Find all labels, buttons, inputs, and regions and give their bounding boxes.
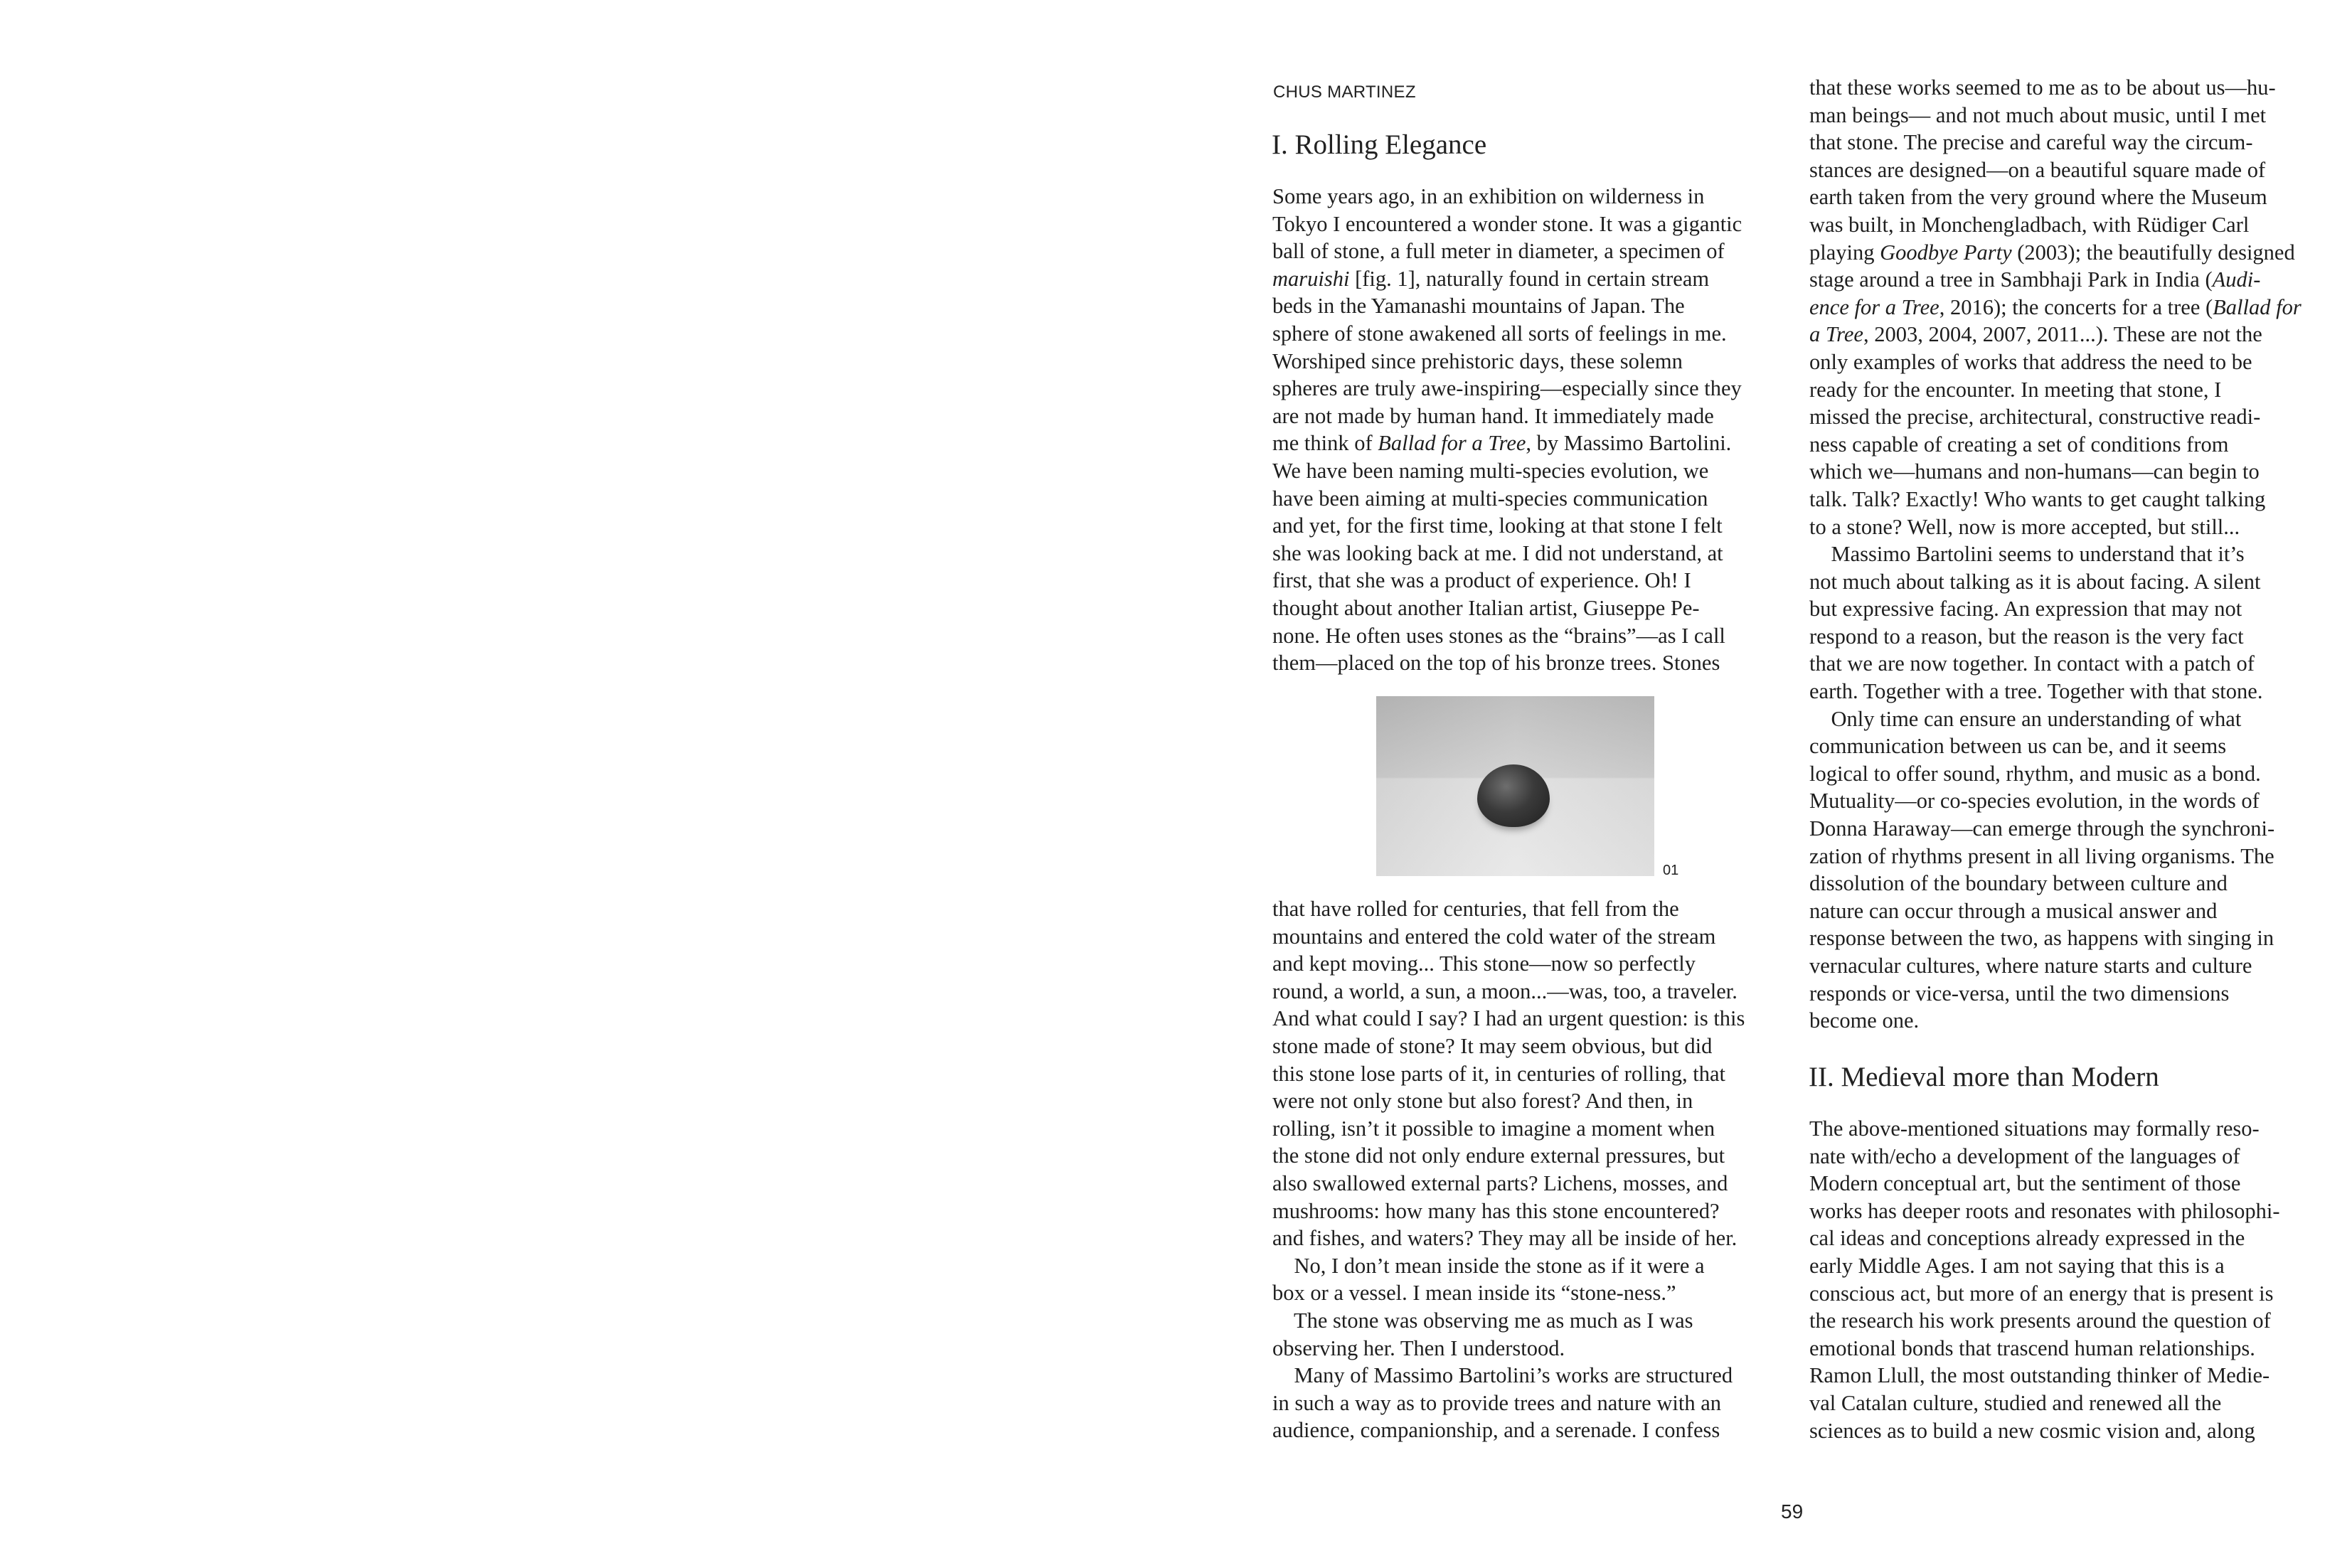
text-line: which we—humans and non-humans—can begin to: [1809, 459, 2260, 484]
text-line: communication between us can be, and it seems: [1809, 734, 2227, 759]
text-line: Modern conceptual art, but the sentiment of those: [1809, 1171, 2241, 1196]
text-line: earth. Together with a tree. Together with that stone.: [1809, 679, 2263, 704]
text-line: Mutuality—or co-species evolution, in the words of: [1809, 789, 2260, 814]
text-line: Only time can ensure an understanding of what: [1809, 706, 2242, 731]
text-line: thought about another Italian artist, Giuseppe Pe-: [1272, 595, 1700, 620]
stone-icon: [1477, 764, 1550, 827]
text-line: have been aiming at multi-species communication: [1272, 486, 1708, 511]
text-line: and fishes, and waters? They may all be inside of her.: [1272, 1226, 1738, 1251]
text-line: none. He often uses stones as the “brains”—as I call: [1272, 623, 1725, 648]
text-line: not much about talking as it is about facing. A silent: [1809, 569, 2261, 594]
text-line: that these works seemed to me as to be about us—hu-: [1809, 75, 2276, 100]
text-line: sphere of stone awakened all sorts of feelings in me.: [1272, 321, 1727, 346]
text-line: stone made of stone? It may seem obvious, but did: [1272, 1033, 1713, 1058]
text-line: zation of rhythms present in all living organisms. The: [1809, 843, 2274, 868]
text-line: stances are designed—on a beautiful square made of: [1809, 157, 2266, 182]
text-line: them—placed on the top of his bronze trees. Stones: [1272, 651, 1720, 676]
text-line: conscious act, but more of an energy that is present is: [1809, 1281, 2274, 1306]
page-number: 59: [1781, 1500, 1804, 1522]
text-line: cal ideas and conceptions already expressed in the: [1809, 1226, 2245, 1251]
italic-title: Goodbye Party: [1880, 240, 2012, 265]
text-line: audience, companionship, and a serenade. I confess: [1272, 1418, 1720, 1443]
text-segment: , 2003, 2004, 2007, 2011...). These are not the: [1863, 322, 2262, 347]
text-line: first, that she was a product of experience. Oh! I: [1272, 568, 1691, 593]
text-line: talk. Talk? Exactly! Who wants to get caught talking: [1809, 486, 2266, 511]
italic-title: Ballad for: [2213, 294, 2302, 319]
author-name: CHUS MARTINEZ: [1273, 82, 1416, 102]
text-line: vernacular cultures, where nature starts and culture: [1809, 954, 2252, 978]
text-line: The stone was observing me as much as I was: [1272, 1308, 1693, 1333]
text-line: The above-mentioned situations may formally reso-: [1809, 1116, 2260, 1141]
text-line: missed the precise, architectural, constructive readi-: [1809, 405, 2261, 430]
text-line: in such a way as to provide trees and nature with an: [1272, 1390, 1721, 1415]
text-line: No, I don’t mean inside the stone as if it were a: [1272, 1253, 1705, 1278]
text-line: become one.: [1809, 1008, 1920, 1033]
text-line: sciences as to build a new cosmic vision and, along: [1809, 1418, 2255, 1443]
text-line: nature can occur through a musical answer and: [1809, 898, 2218, 923]
text-segment: playing: [1809, 240, 1880, 265]
figure-stone-photo: [1376, 696, 1654, 876]
text-line: man beings— and not much about music, until I met: [1809, 102, 2267, 127]
text-line: ness capable of creating a set of conditions from: [1809, 432, 2229, 457]
text-line: that stone. The precise and careful way the circum-: [1809, 130, 2253, 155]
text-line: works has deeper roots and resonates with philosophi-: [1809, 1198, 2280, 1223]
text-line: And what could I say? I had an urgent question: is this: [1272, 1006, 1745, 1031]
text-line: [1809, 239, 2302, 267]
text-line: logical to offer sound, rhythm, and music as a bond.: [1809, 761, 2261, 786]
text-line: the research his work presents around the question of: [1809, 1308, 2271, 1333]
text-segment: [fig. 1], naturally found in certain stream: [1349, 266, 1710, 291]
text-line: but expressive facing. An expression that may not: [1809, 597, 2242, 622]
text-line: round, a world, a sun, a moon...—was, too, a traveler.: [1272, 978, 1738, 1003]
section-heading-rolling-elegance: I. Rolling Elegance: [1272, 129, 1487, 160]
text-line: Worshiped since prehistoric days, these solemn: [1272, 348, 1683, 373]
text-line: val Catalan culture, studied and renewed all the: [1809, 1390, 2222, 1415]
text-line: early Middle Ages. I am not saying that this is a: [1809, 1253, 2225, 1278]
text-line: Ramon Llull, the most outstanding thinker of Medie-: [1809, 1363, 2270, 1388]
text-line: Some years ago, in an exhibition on wilderness in: [1272, 184, 1705, 208]
text-line: mushrooms: how many has this stone encountered?: [1272, 1198, 1720, 1223]
body-text-left-top: [1272, 183, 1742, 677]
text-line: rolling, isn’t it possible to imagine a moment when: [1272, 1116, 1715, 1141]
text-line: observing her. Then I understood.: [1272, 1335, 1565, 1360]
text-line: Many of Massimo Bartolini’s works are structured: [1272, 1363, 1733, 1388]
text-line: spheres are truly awe-inspiring—especially since they: [1272, 376, 1742, 401]
text-line: that we are now together. In contact with a patch of: [1809, 651, 2255, 676]
text-line: dissolution of the boundary between culture and: [1809, 871, 2228, 896]
italic-title: Ballad for a Tree: [1378, 431, 1526, 456]
italic-title: maruishi: [1272, 266, 1350, 291]
text-line: mountains and entered the cold water of the stream: [1272, 924, 1716, 949]
text-line: We have been naming multi-species evolution, we: [1272, 458, 1709, 483]
text-line: [1809, 321, 2302, 348]
text-line: [1272, 430, 1742, 457]
body-text-left-bottom: [1272, 895, 1745, 1444]
text-line: responds or vice-versa, until the two dimensions: [1809, 981, 2230, 1006]
section-heading-medieval: II. Medieval more than Modern: [1809, 1062, 2159, 1092]
text-line: also swallowed external parts? Lichens, mosses, and: [1272, 1170, 1728, 1195]
text-line: box or a vessel. I mean inside its “stone-ness.”: [1272, 1281, 1676, 1306]
text-line: Tokyo I encountered a wonder stone. It was a gigantic: [1272, 211, 1742, 236]
italic-title: a Tree: [1809, 322, 1863, 347]
text-line: and kept moving... This stone—now so perfectly: [1272, 951, 1696, 976]
text-line: [1809, 294, 2302, 321]
text-line: are not made by human hand. It immediately made: [1272, 403, 1714, 428]
text-line: response between the two, as happens with singing in: [1809, 926, 2274, 951]
body-text-right-top: [1809, 74, 2302, 1035]
text-line: that have rolled for centuries, that fell from the: [1272, 897, 1679, 921]
body-text-right-bottom: [1809, 1115, 2280, 1444]
text-line: this stone lose parts of it, in centuries of rolling, that: [1272, 1061, 1726, 1086]
text-line: she was looking back at me. I did not understand, at: [1272, 540, 1723, 565]
text-segment: (2003); the beautifully designed: [2011, 240, 2295, 265]
text-line: [1272, 265, 1742, 293]
text-line: ball of stone, a full meter in diameter, a specimen of: [1272, 239, 1725, 264]
text-segment: me think of: [1272, 431, 1378, 456]
italic-title: Audi-: [2212, 267, 2261, 292]
text-line: was built, in Monchengladbach, with Rüdiger Carl: [1809, 212, 2250, 237]
text-line: respond to a reason, but the reason is the very fact: [1809, 624, 2244, 649]
text-line: [1809, 266, 2302, 294]
text-line: only examples of works that address the need to be: [1809, 349, 2252, 374]
text-line: ready for the encounter. In meeting that stone, I: [1809, 377, 2222, 402]
text-line: Massimo Bartolini seems to understand that it’s: [1809, 542, 2245, 567]
text-line: to a stone? Well, now is more accepted, but still...: [1809, 514, 2240, 539]
figure-number: 01: [1663, 863, 1679, 878]
text-line: beds in the Yamanashi mountains of Japan. The: [1272, 294, 1685, 319]
text-line: nate with/echo a development of the languages of: [1809, 1143, 2240, 1168]
text-segment: stage around a tree in Sambhaji Park in India (: [1809, 267, 2213, 292]
text-line: and yet, for the first time, looking at that stone I felt: [1272, 513, 1723, 538]
text-segment: , by Massimo Bartolini.: [1526, 431, 1732, 456]
text-line: earth taken from the very ground where the Museum: [1809, 185, 2267, 210]
text-line: the stone did not only endure external pressures, but: [1272, 1143, 1725, 1168]
text-line: emotional bonds that trascend human relationships.: [1809, 1335, 2255, 1360]
text-line: Donna Haraway—can emerge through the synchroni-: [1809, 816, 2275, 841]
text-line: were not only stone but also forest? And then, in: [1272, 1089, 1693, 1114]
italic-title: ence for a Tree: [1809, 294, 1939, 319]
text-segment: , 2016); the concerts for a tree (: [1939, 294, 2213, 319]
